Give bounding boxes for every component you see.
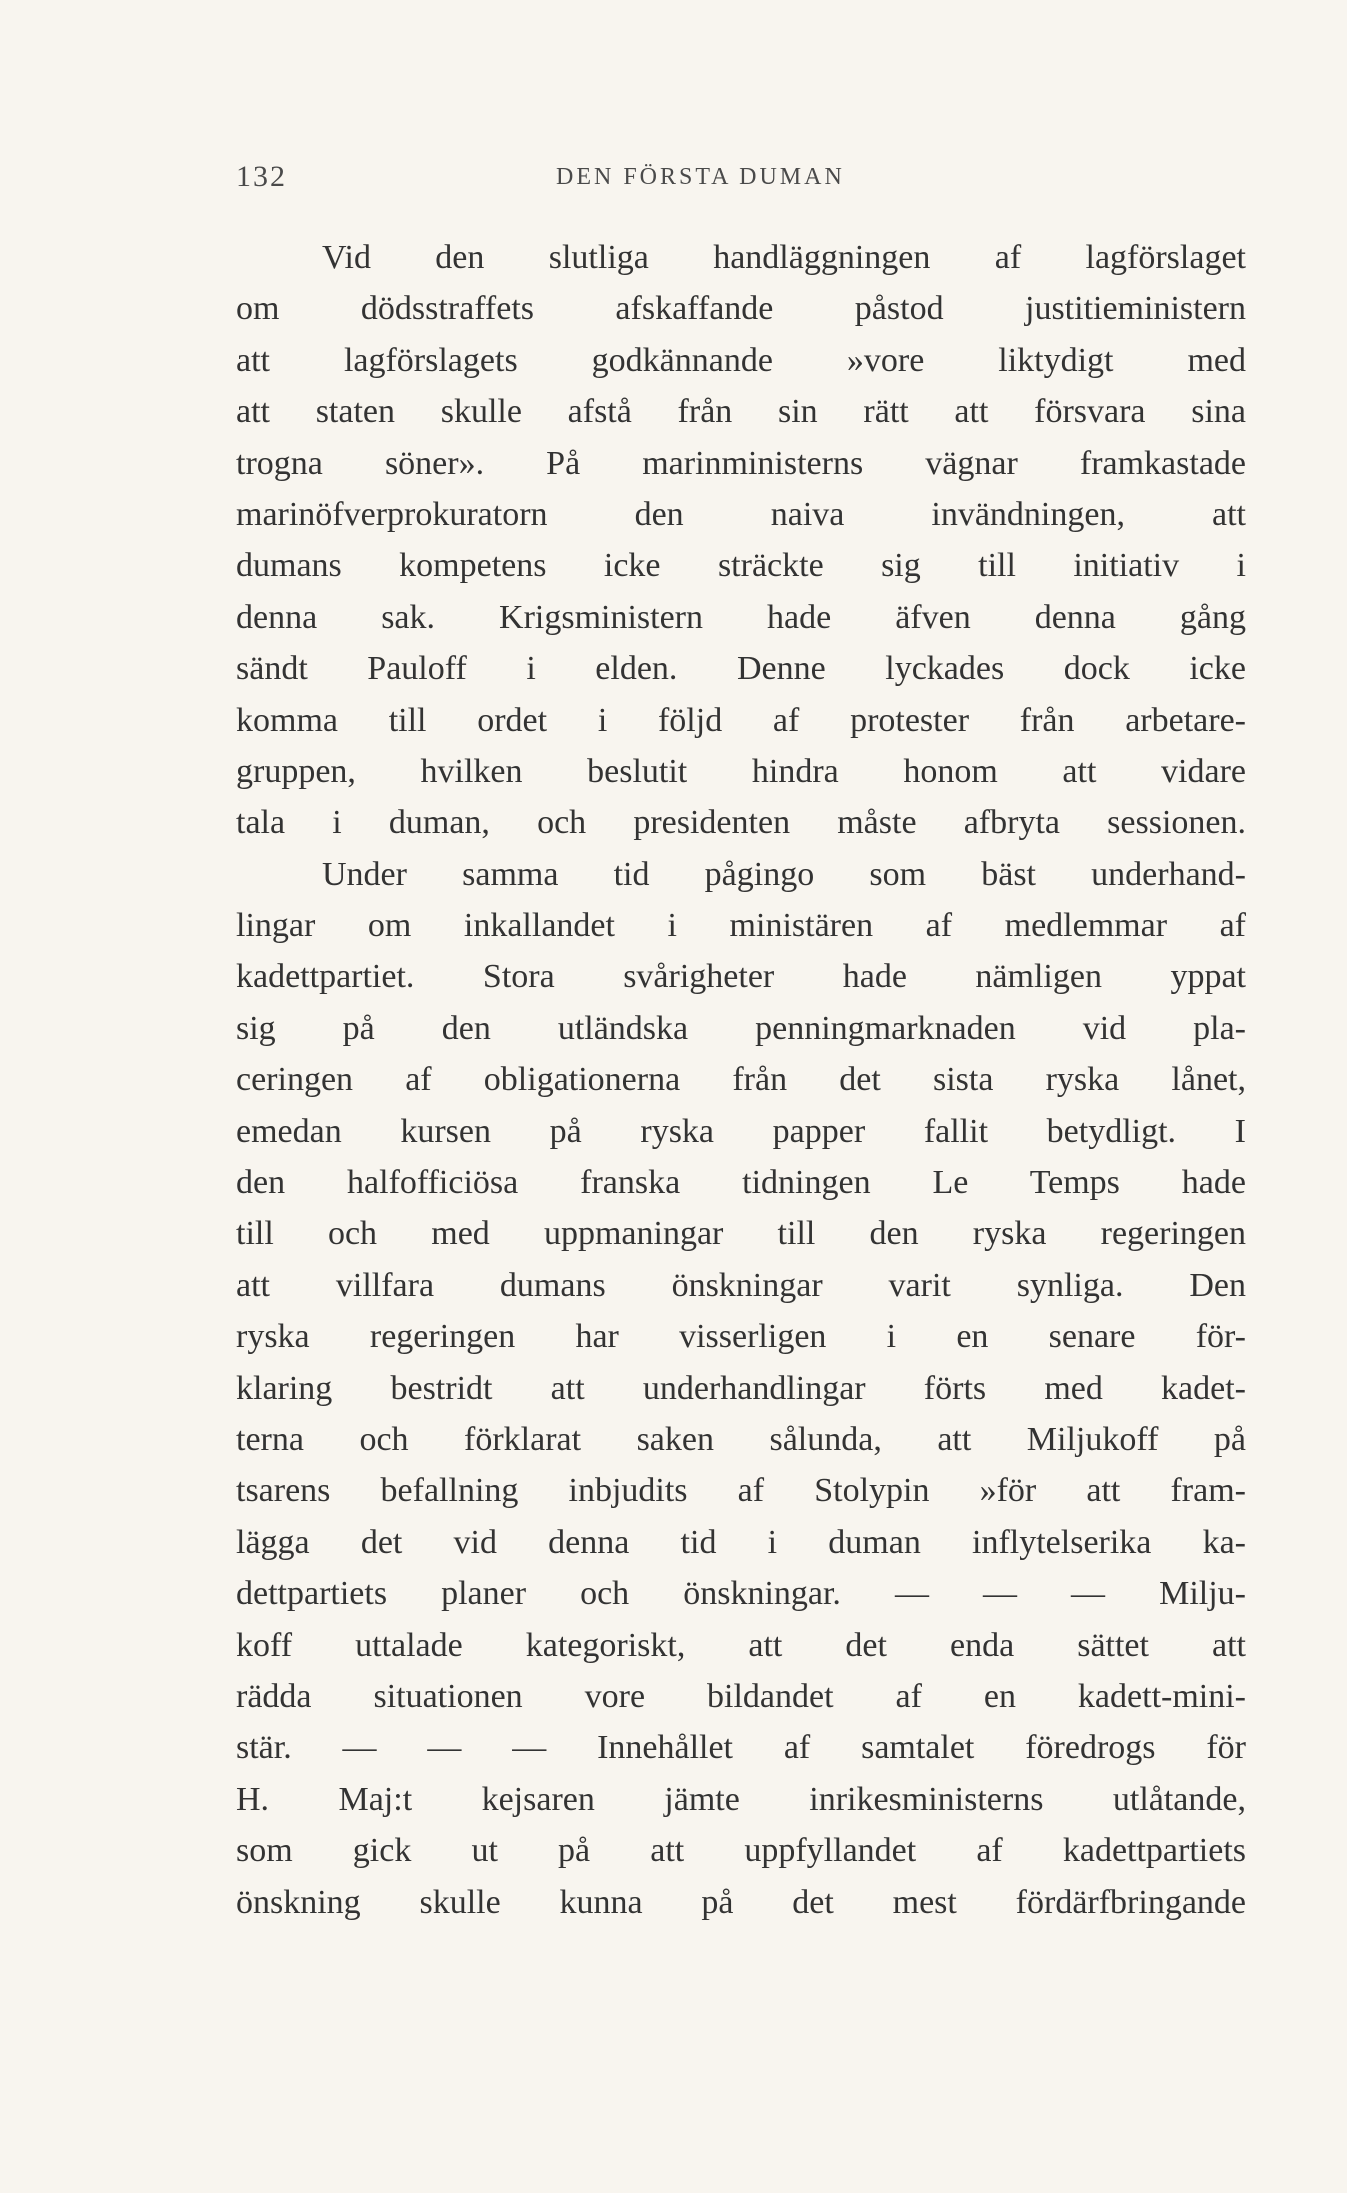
text-line: klaring bestridt att underhandlingar förts med kadet- <box>236 1369 1246 1407</box>
page-header <box>236 160 1246 200</box>
text-line: sändt Pauloff i elden. Denne lyckades dock icke <box>236 650 1246 688</box>
text-line: att lagförslagets godkännande »vore liktydigt med <box>236 341 1246 379</box>
text-line: tala i duman, och presidenten måste afbryta sessionen. <box>236 804 1246 842</box>
text-line: marinöfverprokuratorn den naiva invändningen, att <box>236 495 1246 533</box>
text-line: dettpartiets planer och önskningar. — — — Milju- <box>236 1575 1246 1613</box>
text-line: lingar om inkallandet i ministären af medlemmar af <box>236 907 1246 945</box>
text-line: den halfofficiösa franska tidningen Le Temps hade <box>236 1164 1246 1202</box>
text-line: emedan kursen på ryska papper fallit betydligt. I <box>236 1112 1246 1150</box>
text-line: sig på den utländska penningmarknaden vid pla- <box>236 1009 1246 1047</box>
text-line: terna och förklarat saken sålunda, att Miljukoff på <box>236 1420 1246 1458</box>
text-line: H. Maj:t kejsaren jämte inrikesministerns utlåtande, <box>236 1780 1246 1818</box>
text-line: ceringen af obligationerna från det sista ryska lånet, <box>236 1061 1246 1099</box>
text-line: trogna söner». På marinministerns vägnar framkastade <box>236 444 1246 482</box>
text-line: Under samma tid pågingo som bäst underhand- <box>322 855 1246 893</box>
text-line: tsarens befallning inbjudits af Stolypin »för att fram- <box>236 1472 1246 1510</box>
text-line: denna sak. Krigsministern hade äfven denna gång <box>236 598 1246 636</box>
text-line: rädda situationen vore bildandet af en kadett-mini- <box>236 1677 1246 1715</box>
text-line: att staten skulle afstå från sin rätt att försvara sina <box>236 393 1246 431</box>
page-number: 132 <box>236 160 287 193</box>
text-line: stär. — — — Innehållet af samtalet föredrogs för <box>236 1729 1246 1767</box>
text-line: ryska regeringen har visserligen i en senare för- <box>236 1318 1246 1356</box>
text-line: som gick ut på att uppfyllandet af kadettpartiets <box>236 1832 1246 1870</box>
text-line: kadettpartiet. Stora svårigheter hade nämligen yppat <box>236 958 1246 996</box>
text-line: önskning skulle kunna på det mest fördärfbringande <box>236 1883 1246 1921</box>
text-line: gruppen, hvilken beslutit hindra honom att vidare <box>236 752 1246 790</box>
text-line: komma till ordet i följd af protester från arbetare- <box>236 701 1246 739</box>
text-line: att villfara dumans önskningar varit synliga. Den <box>236 1266 1246 1304</box>
text-line: dumans kompetens icke sträckte sig till initiativ i <box>236 547 1246 585</box>
text-line: Vid den slutliga handläggningen af lagförslaget <box>322 239 1246 276</box>
body-text <box>236 232 1246 1928</box>
running-head: DEN FÖRSTA DUMAN <box>556 164 845 190</box>
text-line: om dödsstraffets afskaffande påstod justitieministern <box>236 290 1246 328</box>
text-line: koff uttalade kategoriskt, att det enda sättet att <box>236 1626 1246 1664</box>
text-line: till och med uppmaningar till den ryska regeringen <box>236 1215 1246 1253</box>
text-line: lägga det vid denna tid i duman inflytelserika ka- <box>236 1523 1246 1561</box>
